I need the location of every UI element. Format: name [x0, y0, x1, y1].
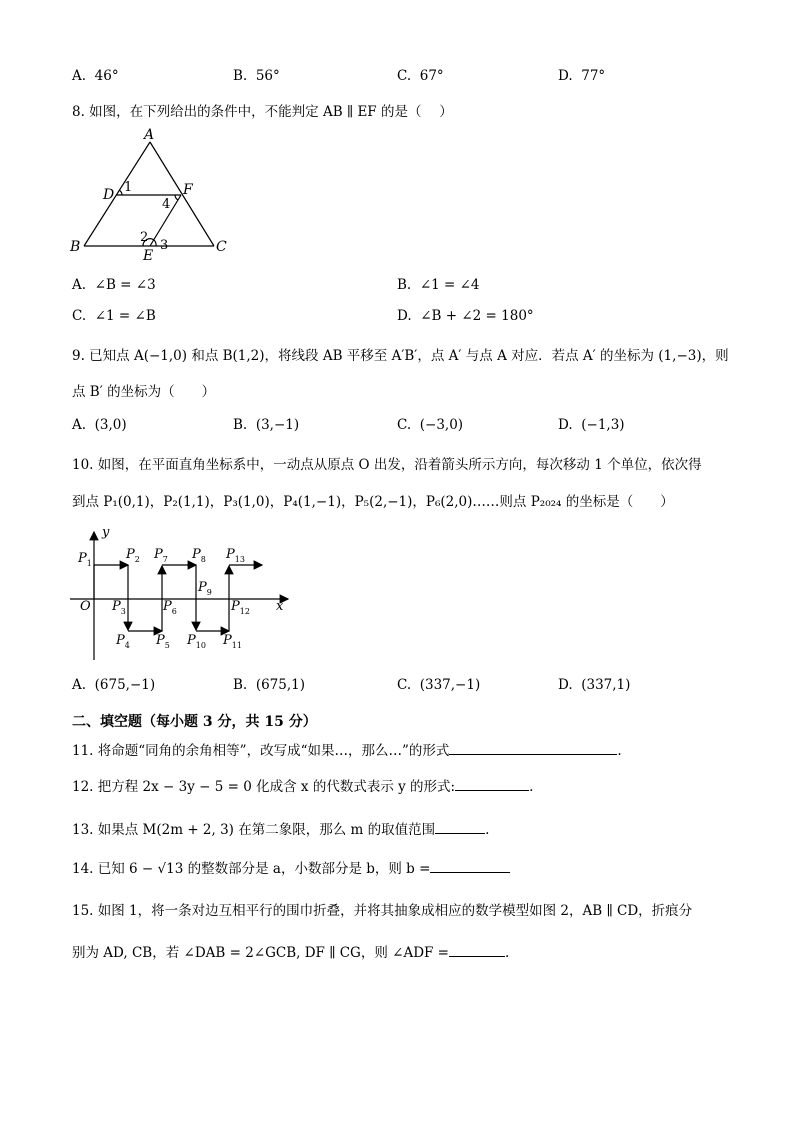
q10-stem-line1: 10. 如图，在平面直角坐标系中，一动点从原点 O 出发，沿着箭头所示方向，每次移动 1 个单位，依次得	[72, 457, 702, 473]
q8-option-d: D. ∠B + ∠2 = 180°	[397, 308, 534, 324]
q8-angle-2: 2	[140, 230, 149, 245]
q9-option-b: B. (3,−1)	[233, 417, 300, 433]
q15-line2: 别为 AD, CB，若 ∠DAB = 2∠GCB, DF ∥ CG，则 ∠ADF = .	[72, 941, 509, 961]
q8-triangle-figure	[66, 124, 246, 264]
q7-option-c: C. 67°	[397, 68, 444, 84]
q10-point-p12: $P_{12}$	[231, 599, 250, 616]
q11-answer-blank[interactable]	[449, 740, 617, 755]
q8-angle-3: 3	[160, 238, 169, 253]
q13: 13. 如果点 M(2m + 2, 3) 在第二象限，那么 m 的取值范围 .	[72, 818, 489, 838]
q10-option-d: D. (337,1)	[558, 677, 631, 693]
q8-label-d: D	[103, 187, 115, 203]
q8-label-f: F	[183, 182, 193, 198]
q8-angle-1: 1	[124, 180, 133, 195]
q12-answer-blank[interactable]	[455, 776, 529, 791]
q10-origin: O	[80, 599, 91, 614]
q9-option-c: C. (−3,0)	[397, 417, 464, 433]
q10-axis-y: y	[102, 525, 110, 540]
q10-option-c: C. (337,−1)	[397, 677, 481, 693]
q10-point-p8: $P_8$	[192, 547, 206, 564]
q9-stem-line2: 点 B′ 的坐标为（ ）	[72, 384, 216, 400]
q7-option-b: B. 56°	[233, 68, 280, 84]
q14-answer-blank[interactable]	[430, 858, 510, 873]
q8-option-c: C. ∠1 = ∠B	[72, 308, 156, 324]
q12: 12. 把方程 2x − 3y − 5 = 0 化成含 x 的代数式表示 y 的形式: .	[72, 775, 533, 795]
q9-stem-line1: 9. 已知点 A(−1,0) 和点 B(1,2)，将线段 AB 平移至 A′B′，点 A′ 与点 A 对应．若点 A′ 的坐标为 (1,−3)，则	[72, 348, 729, 364]
q10-point-p11: $P_{11}$	[223, 633, 242, 650]
q10-coordinate-figure	[66, 522, 296, 662]
q10-point-p7: $P_7$	[154, 547, 168, 564]
q8-label-a: A	[144, 127, 155, 143]
q7-option-a: A. 46°	[72, 68, 119, 84]
q10-option-a: A. (675,−1)	[72, 677, 156, 693]
q7-option-d: D. 77°	[558, 68, 606, 84]
q11: 11. 将命题“同角的余角相等”，改写成“如果…，那么…”的形式 .	[72, 739, 622, 759]
q10-point-p9: $P_9$	[198, 580, 212, 597]
q10-axis-x: x	[276, 599, 284, 614]
q10-point-p4: $P_4$	[116, 633, 130, 650]
section-2-title: 二、填空题（每小题 3 分，共 15 分）	[72, 714, 317, 730]
q10-point-p1: $P_1$	[78, 551, 92, 568]
q10-stem-line2: 到点 P₁(0,1)，P₂(1,1)，P₃(1,0)，P₄(1,−1)，P₅(2,−1)，P₆(2,0)……则点 P₂₀₂₄ 的坐标是（ ）	[72, 494, 674, 510]
q8-option-a: A. ∠B = ∠3	[72, 277, 156, 293]
q15-line1: 15. 如图 1，将一条对边互相平行的围巾折叠，并将其抽象成相应的数学模型如图 2，AB ∥ CD，折痕分	[72, 903, 693, 919]
q8-option-b: B. ∠1 = ∠4	[397, 277, 480, 293]
q10-option-b: B. (675,1)	[233, 677, 305, 693]
q10-point-p10: $P_{10}$	[187, 633, 206, 650]
q8-stem: 8. 如图，在下列给出的条件中，不能判定 AB ∥ EF 的是（ ）	[72, 104, 453, 120]
q8-label-c: C	[216, 239, 227, 255]
q10-point-p5: $P_5$	[156, 633, 170, 650]
q10-point-p13: $P_{13}$	[226, 547, 245, 564]
q10-point-p3: $P_3$	[112, 599, 126, 616]
q10-point-p2: $P_2$	[126, 547, 140, 564]
q8-angle-4: 4	[162, 197, 171, 212]
q14: 14. 已知 6 − √13 的整数部分是 a，小数部分是 b，则 b =	[72, 857, 510, 877]
q10-point-p6: $P_6$	[163, 599, 177, 616]
q9-option-a: A. (3,0)	[72, 417, 127, 433]
q9-option-d: D. (−1,3)	[558, 417, 625, 433]
q8-label-e: E	[143, 248, 154, 264]
q8-label-b: B	[70, 239, 81, 255]
q13-answer-blank[interactable]	[435, 819, 485, 834]
q15-answer-blank[interactable]	[449, 942, 505, 957]
